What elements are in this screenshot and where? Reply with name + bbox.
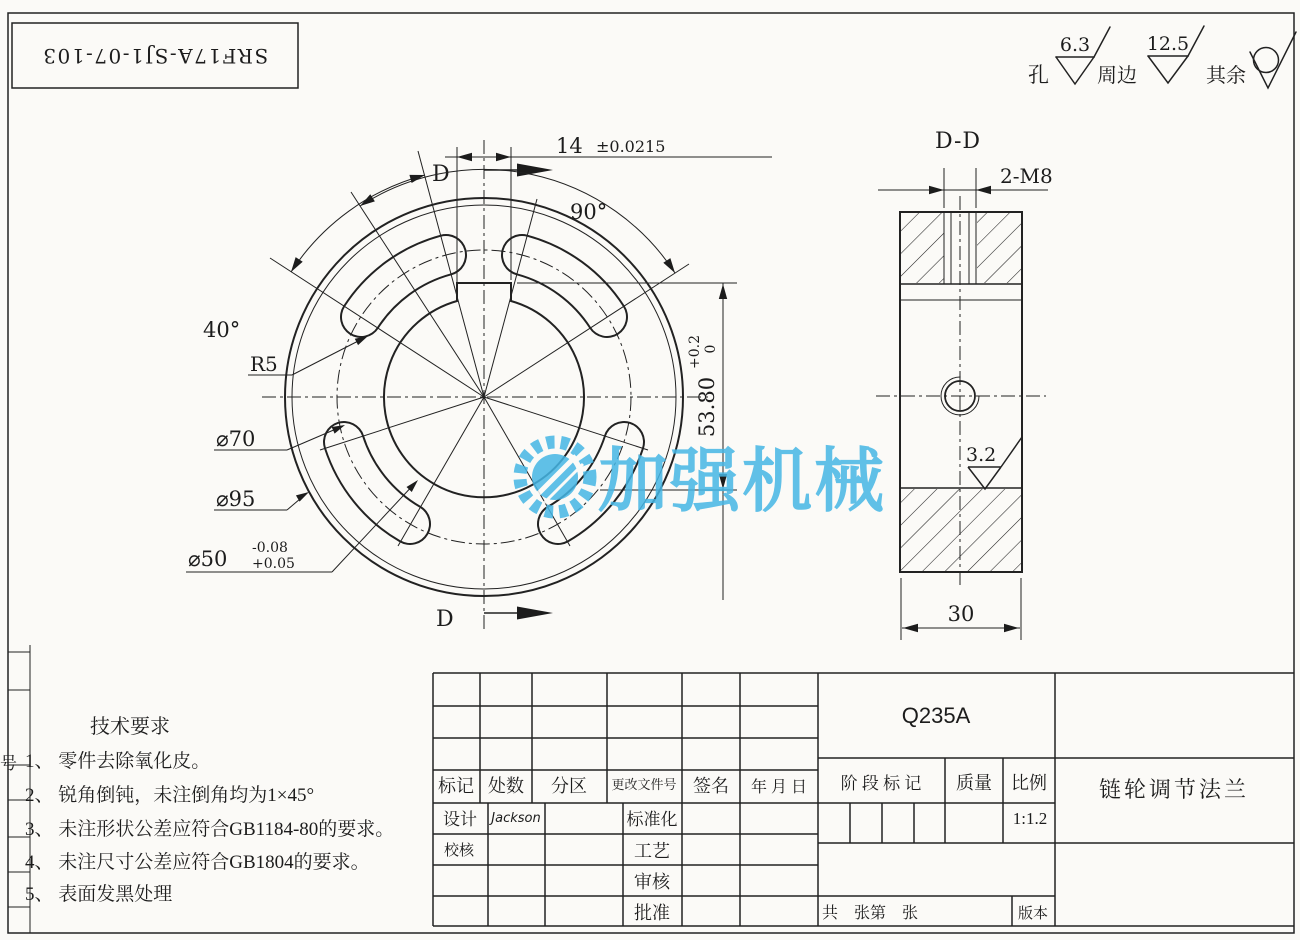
dim-2m8-text: 2-M8	[1000, 164, 1053, 188]
tech-requirements	[25, 715, 394, 905]
dim-slot-radius	[248, 333, 370, 376]
rev-header-count: 处数	[488, 776, 524, 796]
front-view	[186, 134, 772, 633]
designer-signature: Jackson	[491, 811, 541, 826]
dim-95-text: ⌀95	[216, 487, 256, 511]
section-title: D-D	[934, 129, 982, 154]
watermark	[520, 440, 886, 522]
role-approve: 批准	[634, 903, 670, 923]
dim-outer-circle	[214, 487, 311, 511]
tech-req-item: 5、 表面发黑处理	[25, 884, 173, 905]
dim-40-text: 40°	[203, 318, 241, 342]
role-process: 工艺	[634, 841, 670, 861]
stage-mark-label: 阶 段 标 记	[840, 774, 922, 793]
weight-label: 质量	[956, 773, 992, 793]
roughness-symbol-12_5	[1147, 26, 1204, 83]
rev-header-zone: 分区	[551, 776, 587, 796]
dim-14-tol: ±0.0215	[596, 137, 666, 156]
dim-r5-text: R5	[250, 352, 278, 376]
dim-50-tol-up: -0.08	[252, 540, 288, 556]
ra-32-text: 3.2	[966, 444, 997, 466]
dim-30-text: 30	[947, 602, 975, 626]
edge-char: 号	[0, 754, 17, 773]
rev-header-sign: 签名	[693, 776, 729, 796]
tech-req-item: 4、 未注尺寸公差应符合GB1804的要求。	[25, 852, 370, 873]
watermark-text: 加强机械	[598, 440, 886, 522]
part-number-rotated: SRF17A-SJ1-07-103	[41, 44, 269, 68]
cut-label-bottom: D	[436, 607, 454, 632]
scale-value: 1:1.2	[1012, 809, 1048, 828]
dim-keyway-width	[445, 134, 772, 296]
dim-50-text: ⌀50	[188, 547, 228, 571]
surface-finish-note	[1028, 26, 1296, 88]
role-standardize: 标准化	[626, 810, 678, 829]
finish-perimeter-label: 周边	[1097, 65, 1137, 87]
tech-req-item: 2、 锐角倒钝，未注倒角均为1×45°	[25, 785, 315, 806]
title-block-labels	[438, 703, 1249, 923]
role-design: 设计	[443, 810, 477, 829]
dim-5380-tol-low: 0	[703, 344, 719, 354]
rev-header-mark: 标记	[438, 776, 474, 796]
rev-header-date: 年 月 日	[750, 779, 808, 796]
tech-req-title: 技术要求	[90, 716, 170, 738]
dim-section-width	[901, 578, 1021, 640]
dim-thread	[878, 164, 1053, 208]
dim-5380-text: 53.80	[695, 376, 719, 438]
roughness-symbol-rest	[1250, 32, 1296, 88]
material: Q235A	[901, 703, 971, 728]
finish-rest-label: 其余	[1206, 65, 1246, 87]
dim-90-text: 90°	[570, 200, 608, 224]
rev-header-docno: 更改文件号	[611, 777, 677, 792]
role-review: 审核	[634, 872, 670, 892]
dim-70-text: ⌀70	[216, 427, 256, 451]
cut-label-top: D	[432, 162, 450, 187]
dim-50-tol-low: +0.05	[252, 556, 295, 572]
dim-14: 14	[556, 134, 583, 158]
finish-hole-value: 6.3	[1059, 34, 1091, 56]
finish-hole-label: 孔	[1028, 63, 1049, 87]
sheet-count: 共 张第 张	[822, 905, 919, 922]
title-block	[433, 673, 1294, 926]
role-check: 校核	[443, 843, 475, 859]
roughness-3_2	[966, 437, 1022, 489]
dim-5380-tol-up: +0.2	[687, 335, 703, 369]
tech-req-item: 3、 未注形状公差应符合GB1184-80的要求。	[25, 819, 395, 840]
section-view	[876, 129, 1053, 640]
version-label: 版本	[1017, 906, 1049, 922]
part-name: 链轮调节法兰	[1098, 777, 1250, 802]
scale-label: 比例	[1011, 773, 1047, 793]
finish-perimeter-value: 12.5	[1146, 33, 1190, 55]
tech-req-item: 1、 零件去除氧化皮。	[25, 751, 211, 772]
